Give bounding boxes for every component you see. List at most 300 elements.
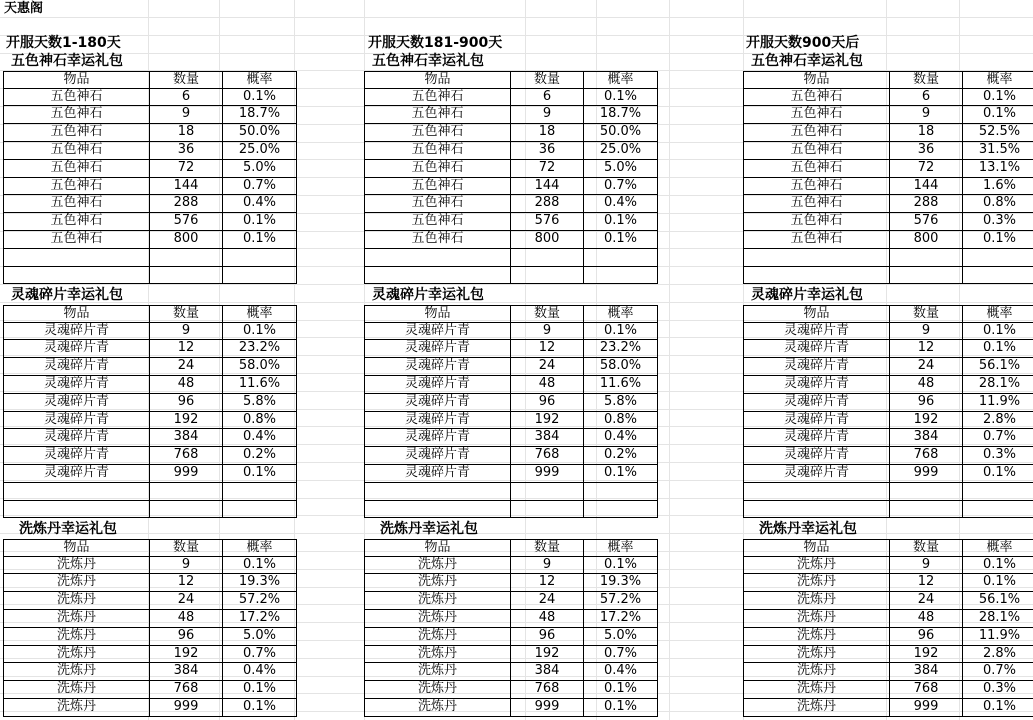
blank-cell [149, 501, 222, 518]
item-name: 洗炼丹 [743, 699, 889, 716]
item-prob: 5.0% [222, 160, 297, 177]
blank-cell [962, 483, 1033, 500]
table-row [3, 340, 297, 358]
item-prob: 0.1% [222, 557, 297, 574]
item-prob: 5.8% [222, 394, 297, 411]
item-name: 灵魂碎片青 [364, 358, 510, 375]
table-row [3, 323, 297, 341]
item-name: 灵魂碎片青 [3, 323, 149, 340]
item-prob: 0.1% [222, 89, 297, 106]
item-prob: 0.1% [962, 340, 1033, 357]
item-prob: 23.2% [583, 340, 658, 357]
table-row [743, 465, 1033, 483]
table-row [743, 178, 1033, 196]
table-row [364, 178, 658, 196]
item-name: 五色神石 [3, 213, 149, 230]
item-prob: 0.7% [962, 663, 1033, 680]
item-prob: 0.7% [962, 429, 1033, 446]
item-prob: 0.1% [962, 106, 1033, 123]
item-prob: 58.0% [583, 358, 658, 375]
item-name: 洗炼丹 [743, 574, 889, 591]
item-name: 灵魂碎片青 [743, 465, 889, 482]
item-name: 五色神石 [3, 124, 149, 141]
item-qty: 192 [889, 412, 962, 429]
table-row [743, 106, 1033, 124]
blank-row [743, 501, 1033, 519]
table-row [364, 574, 658, 592]
item-qty: 768 [149, 681, 222, 698]
gift-pack-title: 五色神石幸运礼包 [751, 53, 863, 69]
table-row [743, 663, 1033, 681]
table-row [3, 412, 297, 430]
item-qty: 6 [149, 89, 222, 106]
item-qty: 6 [510, 89, 583, 106]
blank-row [3, 483, 297, 501]
item-qty: 384 [149, 429, 222, 446]
table-row [743, 447, 1033, 465]
blank-cell [962, 501, 1033, 518]
blank-cell [3, 267, 149, 284]
item-name: 五色神石 [743, 142, 889, 159]
item-prob: 5.8% [583, 394, 658, 411]
item-qty: 768 [889, 447, 962, 464]
header-qty: 数量 [889, 540, 962, 556]
item-name: 灵魂碎片青 [364, 429, 510, 446]
item-prob: 0.3% [962, 447, 1033, 464]
item-name: 洗炼丹 [743, 628, 889, 645]
table-row [3, 195, 297, 213]
blank-cell [583, 483, 658, 500]
item-name: 灵魂碎片青 [3, 412, 149, 429]
item-name: 灵魂碎片青 [364, 323, 510, 340]
item-name: 五色神石 [743, 231, 889, 248]
item-qty: 9 [889, 106, 962, 123]
item-prob: 19.3% [583, 574, 658, 591]
item-qty: 576 [510, 213, 583, 230]
item-prob: 0.1% [583, 681, 658, 698]
item-prob: 0.1% [222, 213, 297, 230]
item-prob: 17.2% [583, 610, 658, 627]
item-prob: 0.4% [222, 663, 297, 680]
item-name: 洗炼丹 [3, 699, 149, 716]
table-row [364, 699, 658, 717]
item-qty: 24 [510, 358, 583, 375]
item-name: 五色神石 [743, 160, 889, 177]
item-qty: 9 [149, 323, 222, 340]
item-prob: 0.1% [583, 557, 658, 574]
item-qty: 999 [889, 465, 962, 482]
table-row [364, 376, 658, 394]
item-qty: 192 [510, 646, 583, 663]
table-row [3, 89, 297, 107]
table-header-row [743, 539, 1033, 557]
item-name: 五色神石 [364, 106, 510, 123]
item-qty: 24 [889, 358, 962, 375]
table-row [364, 106, 658, 124]
table-row [3, 124, 297, 142]
header-prob: 概率 [222, 72, 297, 88]
table-row [364, 358, 658, 376]
table-row [3, 358, 297, 376]
blank-cell [583, 267, 658, 284]
table-row [743, 358, 1033, 376]
item-qty: 288 [149, 195, 222, 212]
item-prob: 2.8% [962, 412, 1033, 429]
item-name: 洗炼丹 [364, 574, 510, 591]
header-qty: 数量 [889, 306, 962, 322]
blank-row [743, 483, 1033, 501]
blank-cell [583, 501, 658, 518]
item-name: 洗炼丹 [3, 646, 149, 663]
item-name: 洗炼丹 [3, 610, 149, 627]
item-qty: 18 [510, 124, 583, 141]
blank-cell [510, 267, 583, 284]
item-name: 灵魂碎片青 [743, 376, 889, 393]
item-qty: 96 [510, 628, 583, 645]
item-qty: 24 [149, 592, 222, 609]
table-row [743, 142, 1033, 160]
blank-cell [962, 249, 1033, 266]
item-prob: 18.7% [222, 106, 297, 123]
item-qty: 36 [149, 142, 222, 159]
item-prob: 0.2% [583, 447, 658, 464]
table-row [364, 429, 658, 447]
item-prob: 0.4% [583, 195, 658, 212]
item-name: 灵魂碎片青 [3, 429, 149, 446]
item-qty: 48 [889, 610, 962, 627]
item-name: 灵魂碎片青 [3, 465, 149, 482]
header-prob: 概率 [222, 540, 297, 556]
header-prob: 概率 [962, 540, 1033, 556]
item-name: 五色神石 [364, 213, 510, 230]
blank-cell [222, 249, 297, 266]
item-prob: 11.9% [962, 628, 1033, 645]
table-row [364, 340, 658, 358]
blank-cell [962, 267, 1033, 284]
table-row [743, 213, 1033, 231]
header-prob: 概率 [962, 306, 1033, 322]
item-prob: 0.4% [222, 195, 297, 212]
item-qty: 48 [889, 376, 962, 393]
item-name: 灵魂碎片青 [3, 447, 149, 464]
gift-pack-title: 洗炼丹幸运礼包 [380, 521, 478, 537]
item-name: 灵魂碎片青 [743, 429, 889, 446]
gift-pack-title: 五色神石幸运礼包 [372, 53, 484, 69]
table-row [364, 124, 658, 142]
item-name: 洗炼丹 [743, 610, 889, 627]
table-row [3, 574, 297, 592]
header-qty: 数量 [149, 306, 222, 322]
item-name: 五色神石 [3, 195, 149, 212]
header-prob: 概率 [222, 306, 297, 322]
blank-row [3, 267, 297, 285]
item-name: 灵魂碎片青 [3, 358, 149, 375]
item-prob: 23.2% [222, 340, 297, 357]
item-name: 灵魂碎片青 [743, 323, 889, 340]
table-row [3, 160, 297, 178]
item-qty: 384 [889, 429, 962, 446]
blank-cell [222, 483, 297, 500]
blank-cell [222, 267, 297, 284]
sheet-title: 天惠阁 [4, 1, 44, 16]
item-name: 五色神石 [3, 231, 149, 248]
header-prob: 概率 [583, 540, 658, 556]
item-qty: 18 [149, 124, 222, 141]
period-label: 开服天数181-900天 [368, 35, 503, 51]
item-qty: 999 [510, 699, 583, 716]
item-qty: 96 [510, 394, 583, 411]
blank-cell [743, 267, 889, 284]
header-item: 物品 [3, 540, 149, 556]
item-qty: 12 [510, 574, 583, 591]
item-qty: 144 [510, 178, 583, 195]
item-qty: 9 [149, 557, 222, 574]
item-name: 五色神石 [364, 160, 510, 177]
item-name: 洗炼丹 [364, 646, 510, 663]
item-qty: 12 [149, 340, 222, 357]
item-qty: 288 [510, 195, 583, 212]
blank-cell [889, 267, 962, 284]
item-name: 五色神石 [364, 142, 510, 159]
table-row [743, 592, 1033, 610]
blank-cell [743, 501, 889, 518]
item-prob: 0.1% [583, 323, 658, 340]
blank-cell [149, 483, 222, 500]
item-qty: 576 [889, 213, 962, 230]
item-qty: 576 [149, 213, 222, 230]
item-name: 五色神石 [364, 195, 510, 212]
item-qty: 9 [510, 557, 583, 574]
item-prob: 52.5% [962, 124, 1033, 141]
item-qty: 36 [889, 142, 962, 159]
item-qty: 9 [149, 106, 222, 123]
table-row [3, 610, 297, 628]
table-row [3, 394, 297, 412]
blank-row [3, 501, 297, 519]
item-qty: 12 [889, 574, 962, 591]
item-qty: 9 [889, 323, 962, 340]
item-qty: 800 [510, 231, 583, 248]
item-qty: 999 [889, 699, 962, 716]
table-row [364, 394, 658, 412]
item-prob: 0.1% [962, 89, 1033, 106]
item-qty: 72 [889, 160, 962, 177]
item-qty: 24 [149, 358, 222, 375]
item-name: 洗炼丹 [743, 557, 889, 574]
item-name: 五色神石 [364, 178, 510, 195]
blank-cell [3, 249, 149, 266]
item-name: 灵魂碎片青 [743, 412, 889, 429]
table-row [3, 465, 297, 483]
item-name: 洗炼丹 [743, 592, 889, 609]
item-prob: 17.2% [222, 610, 297, 627]
item-name: 灵魂碎片青 [743, 340, 889, 357]
blank-cell [364, 267, 510, 284]
table-row [743, 195, 1033, 213]
blank-cell [743, 483, 889, 500]
item-qty: 800 [889, 231, 962, 248]
item-qty: 6 [889, 89, 962, 106]
table-row [743, 681, 1033, 699]
item-prob: 0.1% [962, 231, 1033, 248]
table-row [743, 394, 1033, 412]
item-prob: 0.7% [222, 178, 297, 195]
header-prob: 概率 [962, 72, 1033, 88]
table-row [364, 646, 658, 664]
header-item: 物品 [743, 72, 889, 88]
header-item: 物品 [364, 306, 510, 322]
item-qty: 48 [149, 610, 222, 627]
table-row [3, 592, 297, 610]
item-prob: 28.1% [962, 376, 1033, 393]
header-item: 物品 [3, 72, 149, 88]
item-prob: 13.1% [962, 160, 1033, 177]
gift-pack-title: 洗炼丹幸运礼包 [759, 521, 857, 537]
table-header-row [743, 71, 1033, 89]
item-qty: 96 [889, 394, 962, 411]
header-qty: 数量 [510, 72, 583, 88]
item-name: 洗炼丹 [364, 663, 510, 680]
header-qty: 数量 [149, 540, 222, 556]
item-prob: 57.2% [583, 592, 658, 609]
item-name: 洗炼丹 [364, 610, 510, 627]
blank-row [743, 267, 1033, 285]
table-header-row [364, 305, 658, 323]
item-qty: 768 [510, 447, 583, 464]
table-row [364, 142, 658, 160]
gift-pack-title: 灵魂碎片幸运礼包 [751, 287, 863, 303]
table-row [3, 681, 297, 699]
item-prob: 5.0% [583, 628, 658, 645]
blank-cell [510, 249, 583, 266]
table-row [743, 557, 1033, 575]
table-row [3, 447, 297, 465]
header-qty: 数量 [510, 540, 583, 556]
item-qty: 12 [889, 340, 962, 357]
item-qty: 384 [510, 429, 583, 446]
blank-cell [364, 483, 510, 500]
item-name: 五色神石 [743, 178, 889, 195]
item-qty: 72 [149, 160, 222, 177]
item-prob: 0.8% [583, 412, 658, 429]
item-prob: 0.4% [583, 663, 658, 680]
blank-cell [3, 483, 149, 500]
item-prob: 28.1% [962, 610, 1033, 627]
table-row [364, 663, 658, 681]
gift-pack-title: 洗炼丹幸运礼包 [19, 521, 117, 537]
item-prob: 18.7% [583, 106, 658, 123]
blank-row [364, 501, 658, 519]
table-row [743, 429, 1033, 447]
header-item: 物品 [3, 306, 149, 322]
item-name: 洗炼丹 [3, 574, 149, 591]
item-prob: 25.0% [583, 142, 658, 159]
table-row [3, 429, 297, 447]
table-row [3, 663, 297, 681]
item-qty: 72 [510, 160, 583, 177]
blank-cell [510, 483, 583, 500]
item-prob: 57.2% [222, 592, 297, 609]
item-name: 洗炼丹 [743, 663, 889, 680]
item-name: 五色神石 [3, 89, 149, 106]
item-prob: 0.1% [962, 699, 1033, 716]
item-qty: 24 [510, 592, 583, 609]
item-name: 洗炼丹 [3, 681, 149, 698]
table-header-row [3, 539, 297, 557]
period-label: 开服天数900天后 [746, 35, 860, 51]
header-qty: 数量 [889, 72, 962, 88]
blank-cell [889, 501, 962, 518]
table-row [3, 699, 297, 717]
item-qty: 48 [510, 376, 583, 393]
item-prob: 31.5% [962, 142, 1033, 159]
item-prob: 0.3% [962, 213, 1033, 230]
item-qty: 384 [889, 663, 962, 680]
item-prob: 0.1% [583, 465, 658, 482]
blank-row [743, 249, 1033, 267]
table-row [364, 628, 658, 646]
blank-cell [364, 501, 510, 518]
table-row [3, 142, 297, 160]
item-name: 洗炼丹 [743, 681, 889, 698]
item-name: 洗炼丹 [364, 557, 510, 574]
item-qty: 96 [149, 628, 222, 645]
item-prob: 0.1% [222, 231, 297, 248]
table-row [364, 681, 658, 699]
table-header-row [364, 539, 658, 557]
blank-cell [3, 501, 149, 518]
table-row [743, 412, 1033, 430]
item-qty: 48 [510, 610, 583, 627]
period-label: 开服天数1-180天 [6, 35, 121, 51]
blank-cell [889, 249, 962, 266]
item-name: 灵魂碎片青 [364, 465, 510, 482]
item-qty: 144 [149, 178, 222, 195]
blank-row [364, 249, 658, 267]
item-name: 五色神石 [364, 89, 510, 106]
table-row [364, 592, 658, 610]
table-row [743, 340, 1033, 358]
item-qty: 768 [149, 447, 222, 464]
item-prob: 0.1% [222, 323, 297, 340]
table-row [743, 628, 1033, 646]
table-row [364, 610, 658, 628]
item-qty: 192 [510, 412, 583, 429]
table-row [364, 89, 658, 107]
item-qty: 384 [510, 663, 583, 680]
blank-cell [149, 267, 222, 284]
item-name: 洗炼丹 [3, 592, 149, 609]
table-row [364, 412, 658, 430]
item-qty: 12 [149, 574, 222, 591]
item-qty: 9 [889, 557, 962, 574]
table-row [364, 447, 658, 465]
table-row [743, 160, 1033, 178]
table-row [364, 160, 658, 178]
item-prob: 0.1% [962, 465, 1033, 482]
table-row [3, 178, 297, 196]
item-prob: 0.1% [583, 89, 658, 106]
blank-row [364, 483, 658, 501]
item-prob: 0.4% [222, 429, 297, 446]
item-name: 五色神石 [3, 106, 149, 123]
item-qty: 768 [510, 681, 583, 698]
table-header-row [3, 305, 297, 323]
table-header-row [743, 305, 1033, 323]
item-name: 灵魂碎片青 [743, 447, 889, 464]
item-prob: 0.4% [583, 429, 658, 446]
table-header-row [3, 71, 297, 89]
